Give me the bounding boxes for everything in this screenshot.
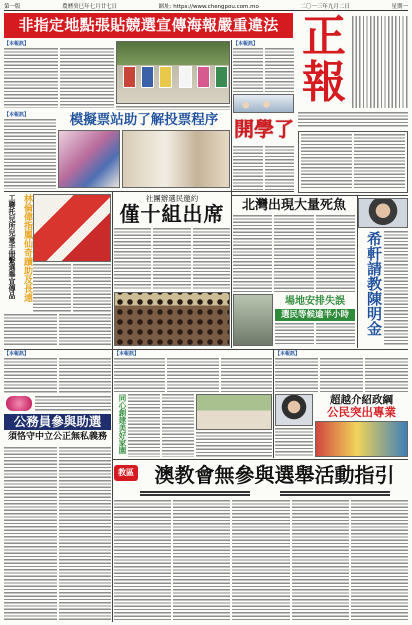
article-body-text: [351, 500, 408, 621]
article-body-text: [33, 264, 71, 312]
article-columns: [4, 314, 111, 346]
photo-children-handbooks: [33, 194, 111, 262]
photo-caption: [116, 106, 230, 110]
photo-school-children: [233, 94, 294, 113]
article-columns: [4, 48, 114, 108]
article-body-text: [4, 447, 57, 621]
article-body-text: [193, 228, 230, 290]
masthead-publisher-info: [298, 112, 408, 128]
article-body-text: [265, 146, 295, 192]
article-body-text: [73, 264, 111, 312]
lunar-date: 農曆癸巳年七月廿七日: [62, 3, 118, 10]
article-columns: [275, 323, 355, 346]
lead-headline: 非指定地點張貼競選宣傳海報嚴重違法: [4, 13, 293, 38]
section-divider: [4, 191, 294, 192]
venue-arrangement-subheadline: 選民等候逾半小時: [275, 309, 355, 321]
photo-mock-polling-voter: [58, 130, 120, 188]
column-divider: [273, 350, 274, 458]
voter-invitation-kicker: 社團辦選民邀約: [145, 194, 199, 203]
diocese-section-label: 教區: [114, 465, 138, 481]
article-body-text: [114, 358, 165, 392]
article-poster-violation: [4, 41, 114, 108]
civic-platform-headline: 超越介紹政綱: [330, 394, 393, 406]
article-body-text: [275, 428, 313, 457]
article-body-text: [316, 215, 355, 292]
article-body-text: [114, 500, 171, 621]
article-body-text: [384, 231, 408, 346]
issue-date: 二〇一三年九月二日: [300, 3, 350, 10]
article-columns: [33, 264, 111, 312]
sidebar-vertical-headline: 希軒請教陳明金: [365, 231, 383, 336]
article-body-text: [274, 215, 313, 292]
civic-platform-subheadline: 公民突出專業: [327, 405, 396, 419]
poster-image: [197, 66, 210, 88]
article-columns: [275, 358, 408, 392]
article-columns: [114, 500, 408, 621]
article-lower-left: [4, 351, 111, 394]
weekday: 星期一: [391, 3, 408, 10]
article-columns: [114, 228, 230, 290]
article-body-text: [167, 358, 218, 392]
poster-image: [215, 66, 228, 88]
column-divider: [231, 40, 232, 348]
article-source-tag: 【本報訊】: [4, 112, 30, 118]
photo-election-posters: [116, 41, 230, 104]
article-body-text: [59, 358, 112, 394]
masthead-vertical-text: [352, 16, 408, 108]
column-divider: [112, 192, 113, 622]
article-body-text: [275, 358, 318, 392]
poster-image: [179, 66, 192, 88]
article-body-text: [196, 432, 272, 457]
website-url: 網址: https://www.chengpou.com.mo: [158, 3, 259, 10]
article-body-text: [114, 228, 151, 290]
photo-speaker-portrait: [275, 394, 313, 426]
photo-community-group: [196, 394, 272, 430]
article-body-text: [292, 500, 349, 621]
article-body-text: [4, 314, 57, 346]
article-columns: [114, 358, 272, 392]
poster-image: [123, 66, 136, 88]
article-columns: [233, 48, 294, 92]
article-source-tag: 【本報訊】: [275, 351, 301, 357]
poster-image: [159, 66, 172, 88]
article-body-text: [365, 358, 408, 392]
article-body-text: [232, 500, 289, 621]
article-body-text: [265, 48, 295, 92]
masthead-title-char: 報: [302, 57, 346, 108]
article-body-text: [60, 48, 114, 108]
article-body-text: [354, 134, 405, 190]
community-slogan-label: 同心創建美好家園: [118, 394, 127, 454]
column-divider: [357, 196, 358, 348]
section-divider: [113, 459, 408, 460]
article-body-text: [162, 394, 194, 457]
article-body-text: [320, 358, 363, 392]
photo-seated-audience: [114, 292, 230, 346]
section-divider: [232, 195, 408, 196]
article-columns: [4, 119, 56, 189]
article-body-text: [4, 358, 57, 394]
article-body-text: [316, 323, 355, 346]
article-lower-middle: [114, 351, 272, 392]
article-body-text: [153, 228, 190, 290]
nursery-handbook-headline: 工聯托兒所兒童手冊繫選舉宣傳品: [8, 194, 16, 299]
voter-invitation-headline: 僅十組出席: [119, 202, 225, 226]
article-body-text: [233, 146, 263, 192]
photo-candidate-portrait: [358, 198, 408, 228]
article-columns: [4, 358, 111, 394]
article-source-tag: 【本報訊】: [114, 351, 140, 357]
mock-polling-headline: 模擬票站助了解投票程序: [69, 112, 219, 128]
article-body-text: [4, 119, 56, 189]
church-election-headline: 澳教會無參與選舉活動指引: [154, 463, 395, 487]
masthead-title-char: 正: [302, 11, 346, 62]
photo-mock-polling-station: [122, 130, 230, 188]
article-body-text: [233, 215, 272, 292]
church-subheading: [140, 491, 250, 497]
article-columns: [128, 394, 194, 457]
article-columns: [4, 447, 111, 621]
photo-voters-waiting: [233, 294, 273, 346]
dead-fish-headline: 北灣出現大量死魚: [241, 198, 346, 213]
section-divider: [4, 349, 408, 350]
venue-arrangement-headline: 場地安排失誤: [285, 296, 345, 307]
article-body-text: [221, 358, 272, 392]
article-body-text: [59, 447, 112, 621]
organization-logo: [6, 396, 32, 411]
photo-civic-group: [315, 421, 408, 457]
church-subheading: [280, 491, 390, 497]
article-columns: [233, 146, 294, 192]
article-source-tag: 【本報訊】: [4, 351, 30, 357]
nursery-handbook-subheadline: 林倫偉指鳳仙奇蹟助及長遠: [22, 194, 32, 302]
page-number: 第一版: [4, 3, 21, 10]
article-body-text: [233, 48, 263, 92]
masthead-contact-table: [298, 131, 408, 193]
article-body-text: [275, 323, 314, 346]
civil-servant-subheadline: 須恪守中立公正無私義務: [7, 432, 107, 442]
civil-servant-headline: 公務員參與助選: [4, 414, 111, 430]
top-info-bar: [4, 1, 408, 11]
article-body-text: [59, 314, 112, 346]
article-body-text: [173, 500, 230, 621]
article-left-column: [4, 112, 56, 189]
article-body-text: [4, 48, 58, 108]
school-opening-headline: 開學了: [234, 117, 294, 141]
poster-image: [141, 66, 154, 88]
article-body-text: [128, 394, 160, 457]
article-lower-right: [275, 351, 408, 392]
article-body-text: [35, 396, 111, 411]
article-source-tag: 【本報訊】: [4, 41, 30, 47]
article-school-opening: [233, 41, 294, 92]
article-columns: [233, 215, 355, 292]
article-source-tag: 【本報訊】: [233, 41, 259, 47]
article-body-text: [301, 134, 352, 190]
